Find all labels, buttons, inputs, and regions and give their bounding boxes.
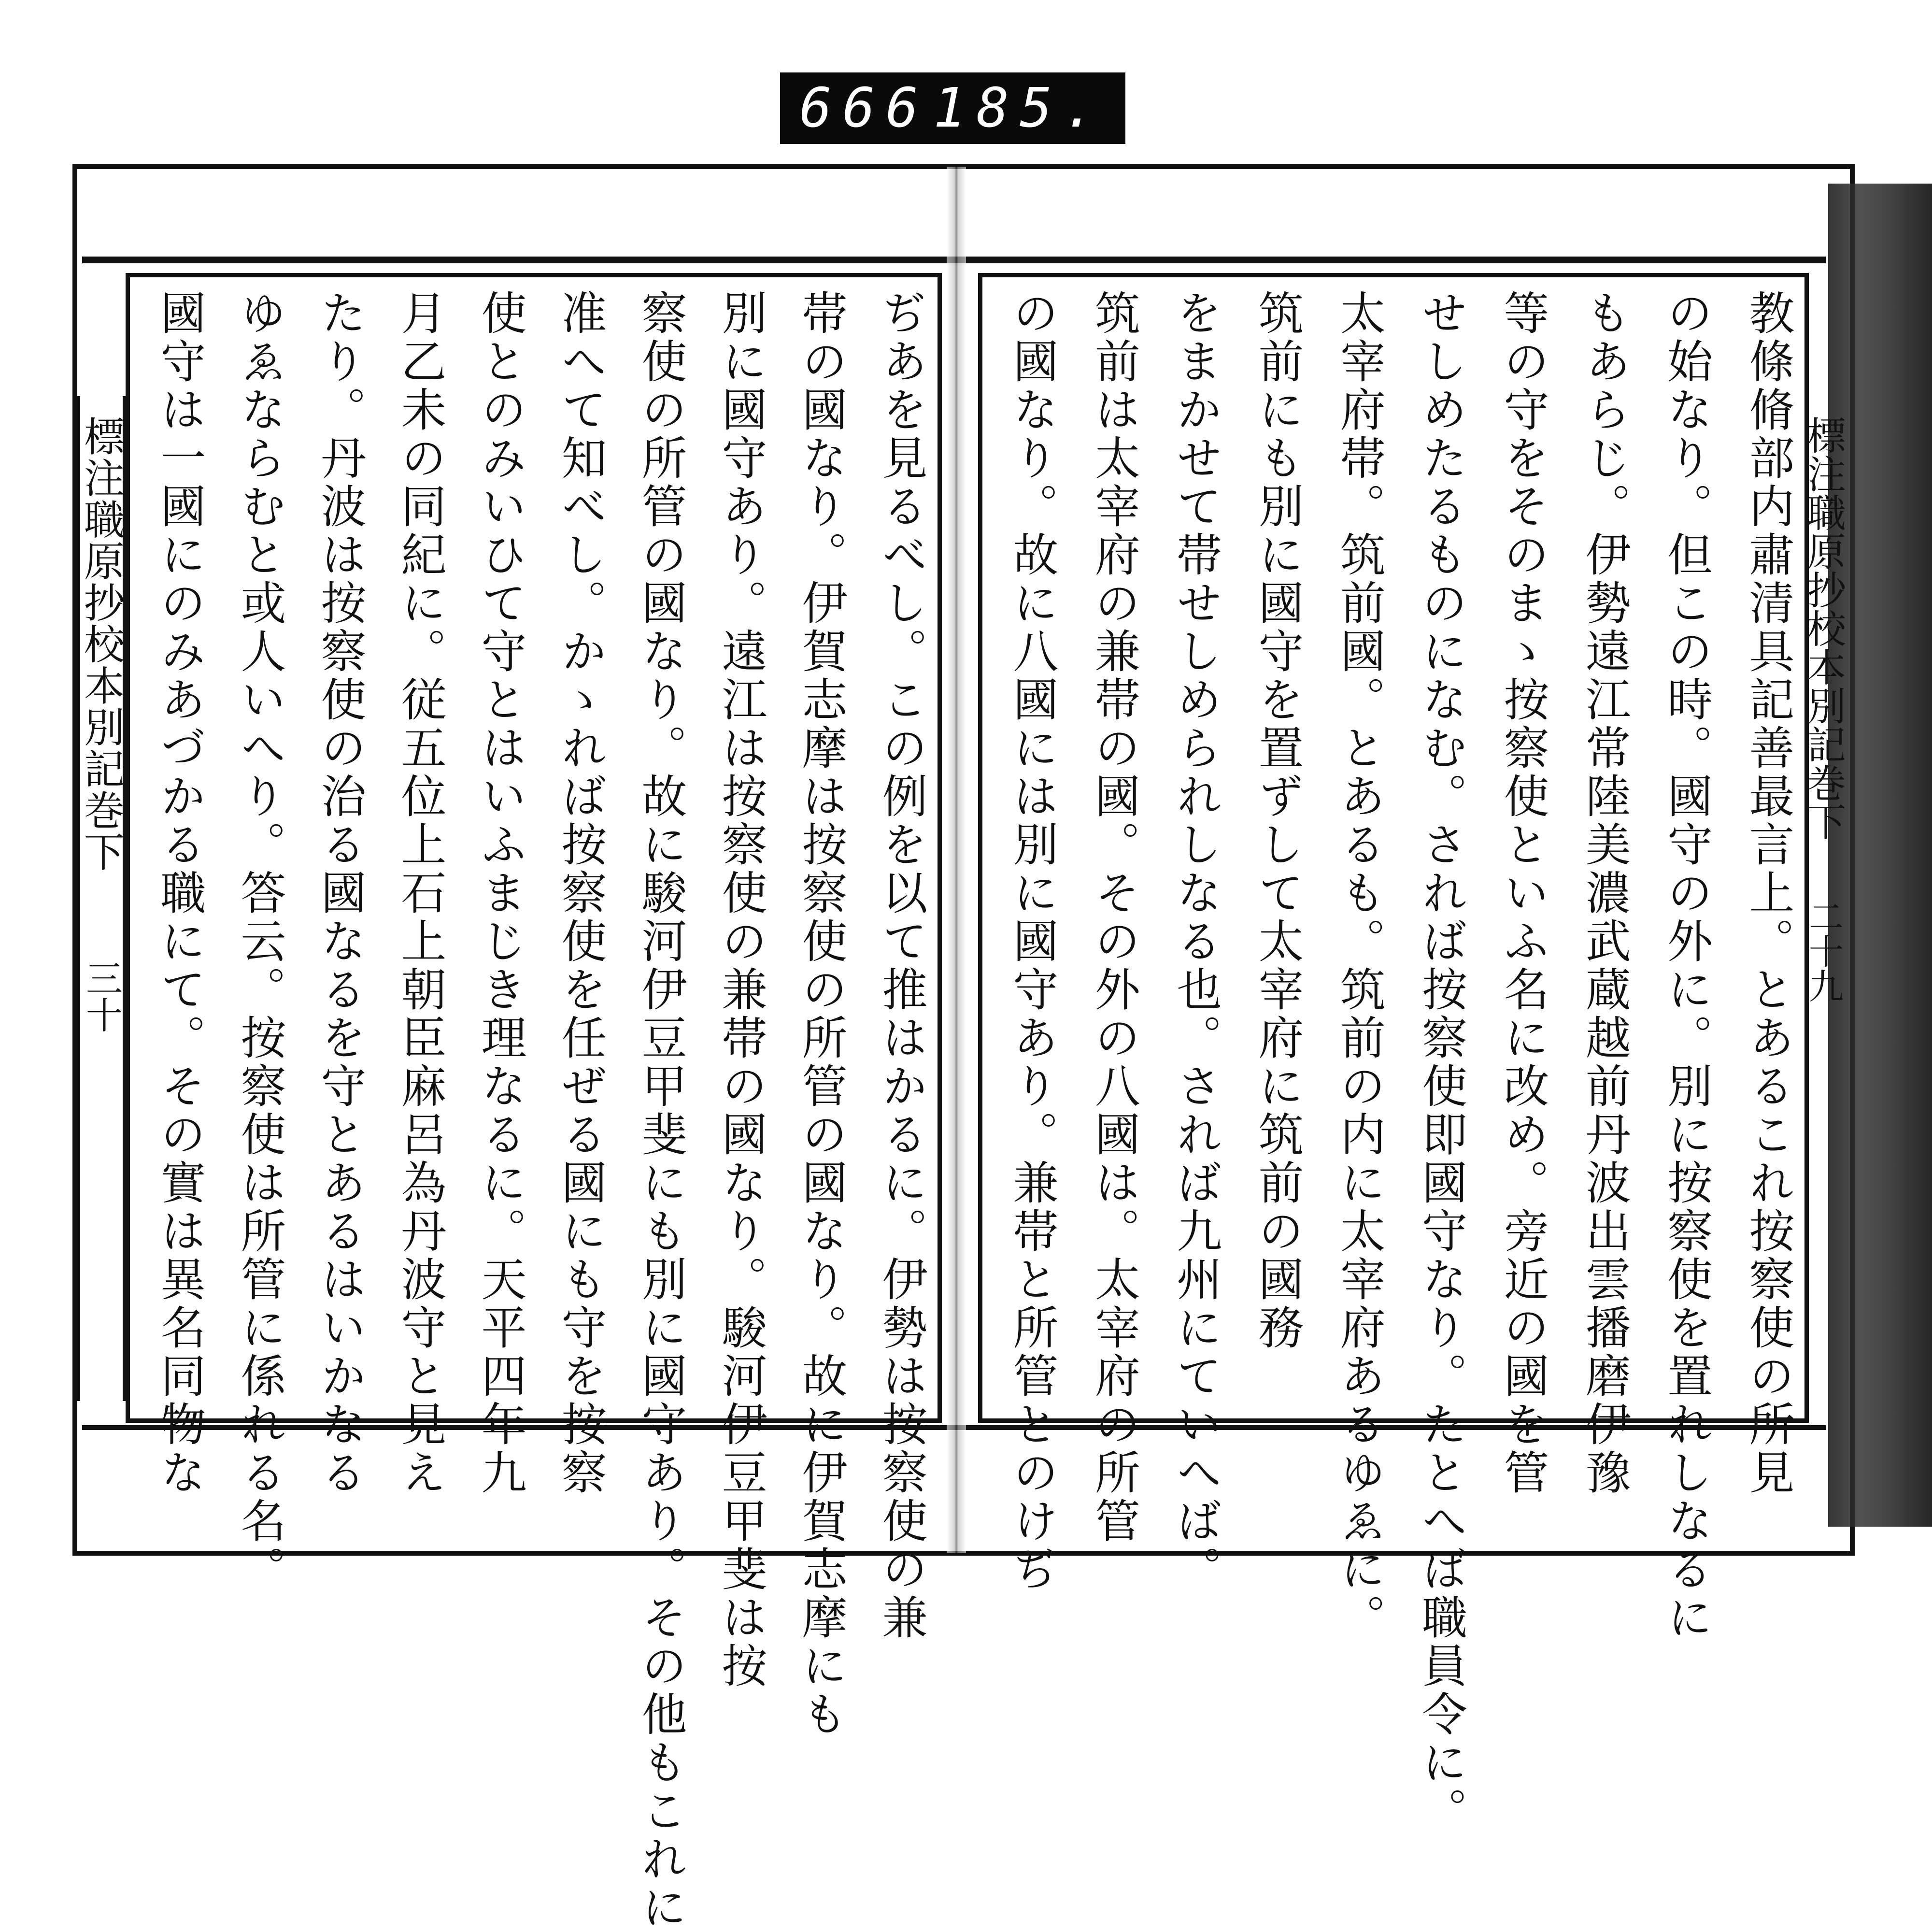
frame-number-left: 666 <box>799 77 929 140</box>
left-text-column: 國守は一國にのみあづかる職にて。その實は異名同物な <box>153 289 205 1497</box>
left-text-column: ぢあを見るべし。この例を以て推はかるに。伊勢は按察使の兼 <box>874 289 927 1642</box>
right-text-column: の始なり。但この時。國守の外に。別に按察使を置れしなるに <box>1659 289 1712 1642</box>
left-margin-title: 標注職原抄校本別記巻下 <box>77 415 125 873</box>
right-text-column: の國なり。故に八國には別に國守あり。兼帯と所管とのけぢ <box>1005 289 1058 1594</box>
frame-number-label <box>780 72 1125 144</box>
right-text-column: もあらじ。伊勢遠江常陸美濃武蔵越前丹波出雲播磨伊豫 <box>1577 289 1631 1497</box>
page-edge-shadow <box>1828 184 1932 1527</box>
left-text-column: 別に國守あり。遠江は按察使の兼帯の國なり。駿河伊豆甲斐は按 <box>714 289 767 1690</box>
right-text-column: 太宰府帯。筑前國。とあるも。筑前の内に太宰府あるゆゑに。 <box>1332 289 1385 1642</box>
left-text-column: 月乙未の同紀に。従五位上石上朝臣麻呂為丹波守と見え <box>393 289 446 1497</box>
right-text-column: 筑前は太宰府の兼帯の國。その外の八國は。太宰府の所管 <box>1087 289 1140 1546</box>
left-text-column: 使とのみいひて守とはいふまじき理なるに。天平四年九 <box>473 289 526 1497</box>
right-page-text-frame <box>978 273 1809 1835</box>
left-text-column: たり。丹波は按察使の治る國なるを守とあるはいかなる <box>313 289 366 1497</box>
left-text-column: 准へて知べし。かゝれば按察使を任ぜる國にも守を按察 <box>554 289 606 1497</box>
right-margin-title: 標注職原抄校本別記巻下 <box>1801 415 1846 841</box>
right-text-column: をまかせて帯せしめられしなる也。されば九州にていへば。 <box>1168 289 1222 1594</box>
right-text-column: せしめたるものになむ。されば按察使即國守なり。たとへば職員令に。 <box>1414 289 1467 1835</box>
left-page-margin <box>77 396 126 1401</box>
right-page-margin <box>1801 415 1846 1188</box>
right-text-column: 等の守をそのまゝ按察使といふ名に改め。旁近の國を管 <box>1495 289 1548 1497</box>
right-page-number: 二十九 <box>1803 899 1844 1003</box>
left-page-number: 三十 <box>80 959 123 1033</box>
left-text-column: 察使の所管の國なり。故に駿河伊豆甲斐にも別に國守あり。その他もこれに <box>634 289 686 1932</box>
left-page-text-frame <box>126 273 942 1932</box>
frame-number-right: 185. <box>933 77 1106 140</box>
book-gutter <box>947 167 966 1553</box>
left-text-column: 帯の國なり。伊賀志摩は按察使の所管の國なり。故に伊賀志摩にも <box>794 289 847 1739</box>
left-text-column: ゆゑならむと或人いへり。答云。按察使は所管に係れる名。 <box>233 289 285 1594</box>
right-text-column: 筑前にも別に國守を置ずして太宰府に筑前の國務 <box>1250 289 1303 1352</box>
left-page-text <box>144 289 927 1932</box>
right-text-column: 教條脩部内肅清具記善最言上。とあるこれ按察使の所見 <box>1741 289 1794 1497</box>
right-page-text <box>997 289 1794 1835</box>
